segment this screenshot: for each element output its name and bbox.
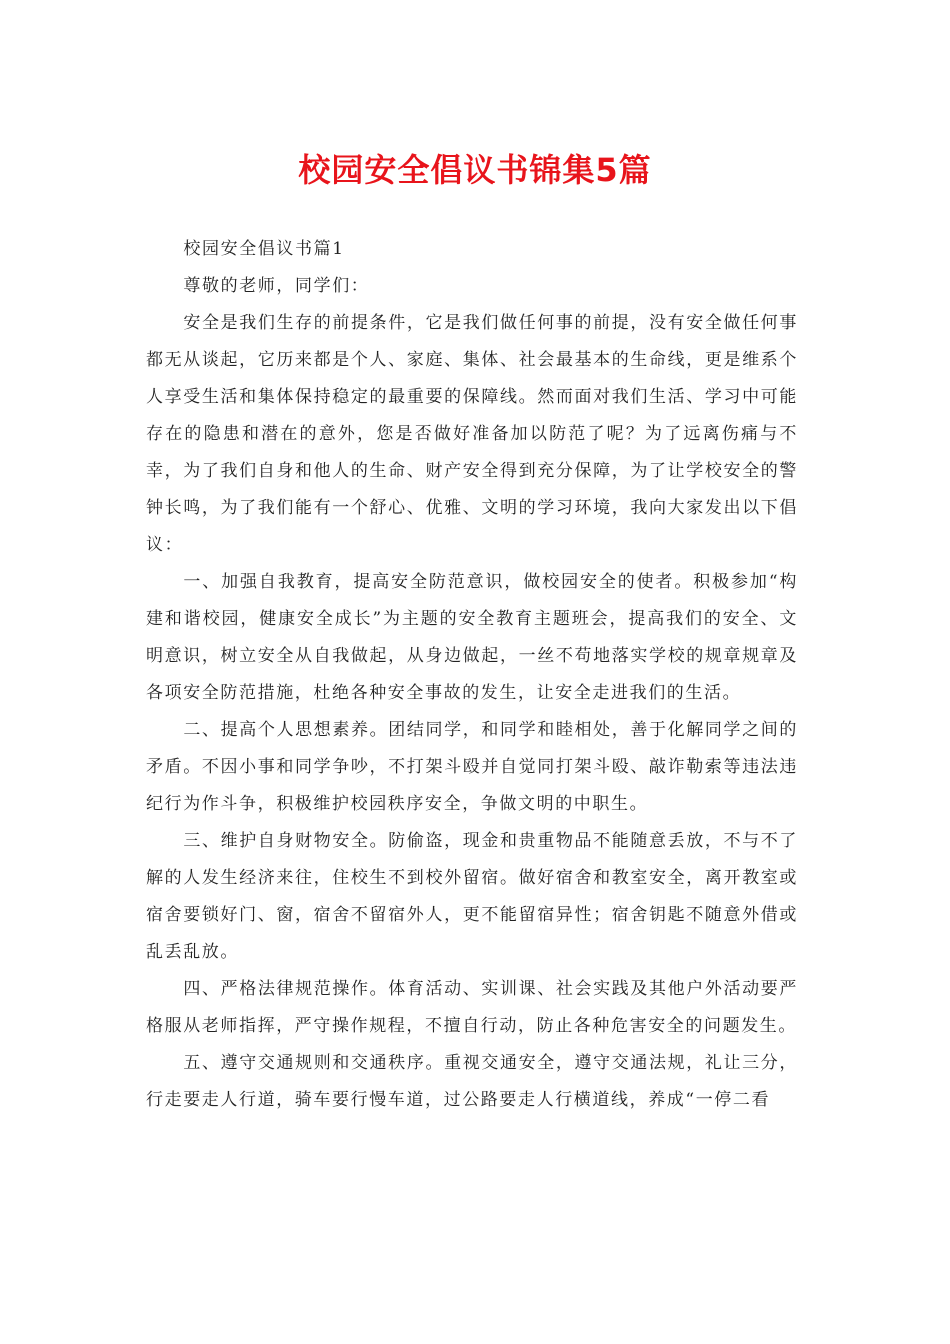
proposal-paragraph-4: 四、严格法律规范操作。体育活动、实训课、社会实践及其他户外活动要严格服从老师指挥，严守操作规程，不擅自行动，防止各种危害安全的问题发生。 [146, 979, 798, 1036]
proposal-paragraph-1: 一、加强自我教育，提高安全防范意识，做校园安全的使者。积极参加“构建和谐校园，健康安全成长”为主题的安全教育主题班会，提高我们的安全、文明意识，树立安全从自我做起，从身边做起，一丝不苟地落实学校的规章规章及各项安全防范措施，杜绝各种安全事故的发生，让安全走进我们的生活。 [146, 572, 798, 703]
proposal-paragraph-3: 三、维护自身财物安全。防偷盗，现金和贵重物品不能随意丢放，不与不了解的人发生经济来往，住校生不到校外留宿。做好宿舍和教室安全，离开教室或宿舍要锁好门、窗，宿舍不留宿外人，更不能留宿异性；宿舍钥匙不随意外借或乱丢乱放。 [146, 831, 798, 962]
document-title: 校园安全倡议书锦集5篇 [298, 151, 652, 189]
proposal-paragraph-5: 五、遵守交通规则和交通秩序。重视交通安全，遵守交通法规，礼让三分，行走要走人行道，骑车要行慢车道，过公路要走人行横道线，养成“一停二看 [146, 1053, 798, 1110]
proposal-paragraph-2: 二、提高个人思想素养。团结同学，和同学和睦相处，善于化解同学之间的矛盾。不因小事和同学争吵，不打架斗殴并自觉同打架斗殴、敲诈勒索等违法违纪行为作斗争，积极维护校园秩序安全，争做文明的中职生。 [146, 720, 798, 814]
document-body [146, 231, 798, 1119]
intro-paragraph: 安全是我们生存的前提条件，它是我们做任何事的前提，没有安全做任何事都无从谈起，它历来都是个人、家庭、集体、社会最基本的生命线，更是维系个人享受生活和集体保持稳定的最重要的保障线。然而面对我们生活、学习中可能存在的隐患和潜在的意外，您是否做好准备加以防范了呢？为了远离伤痛与不幸，为了我们自身和他人的生命、财产安全得到充分保障，为了让学校安全的警钟长鸣，为了我们能有一个舒心、优雅、文明的学习环境，我向大家发出以下倡议： [146, 313, 798, 555]
section-heading: 校园安全倡议书篇1 [183, 239, 345, 259]
salutation: 尊敬的老师，同学们： [183, 276, 370, 296]
